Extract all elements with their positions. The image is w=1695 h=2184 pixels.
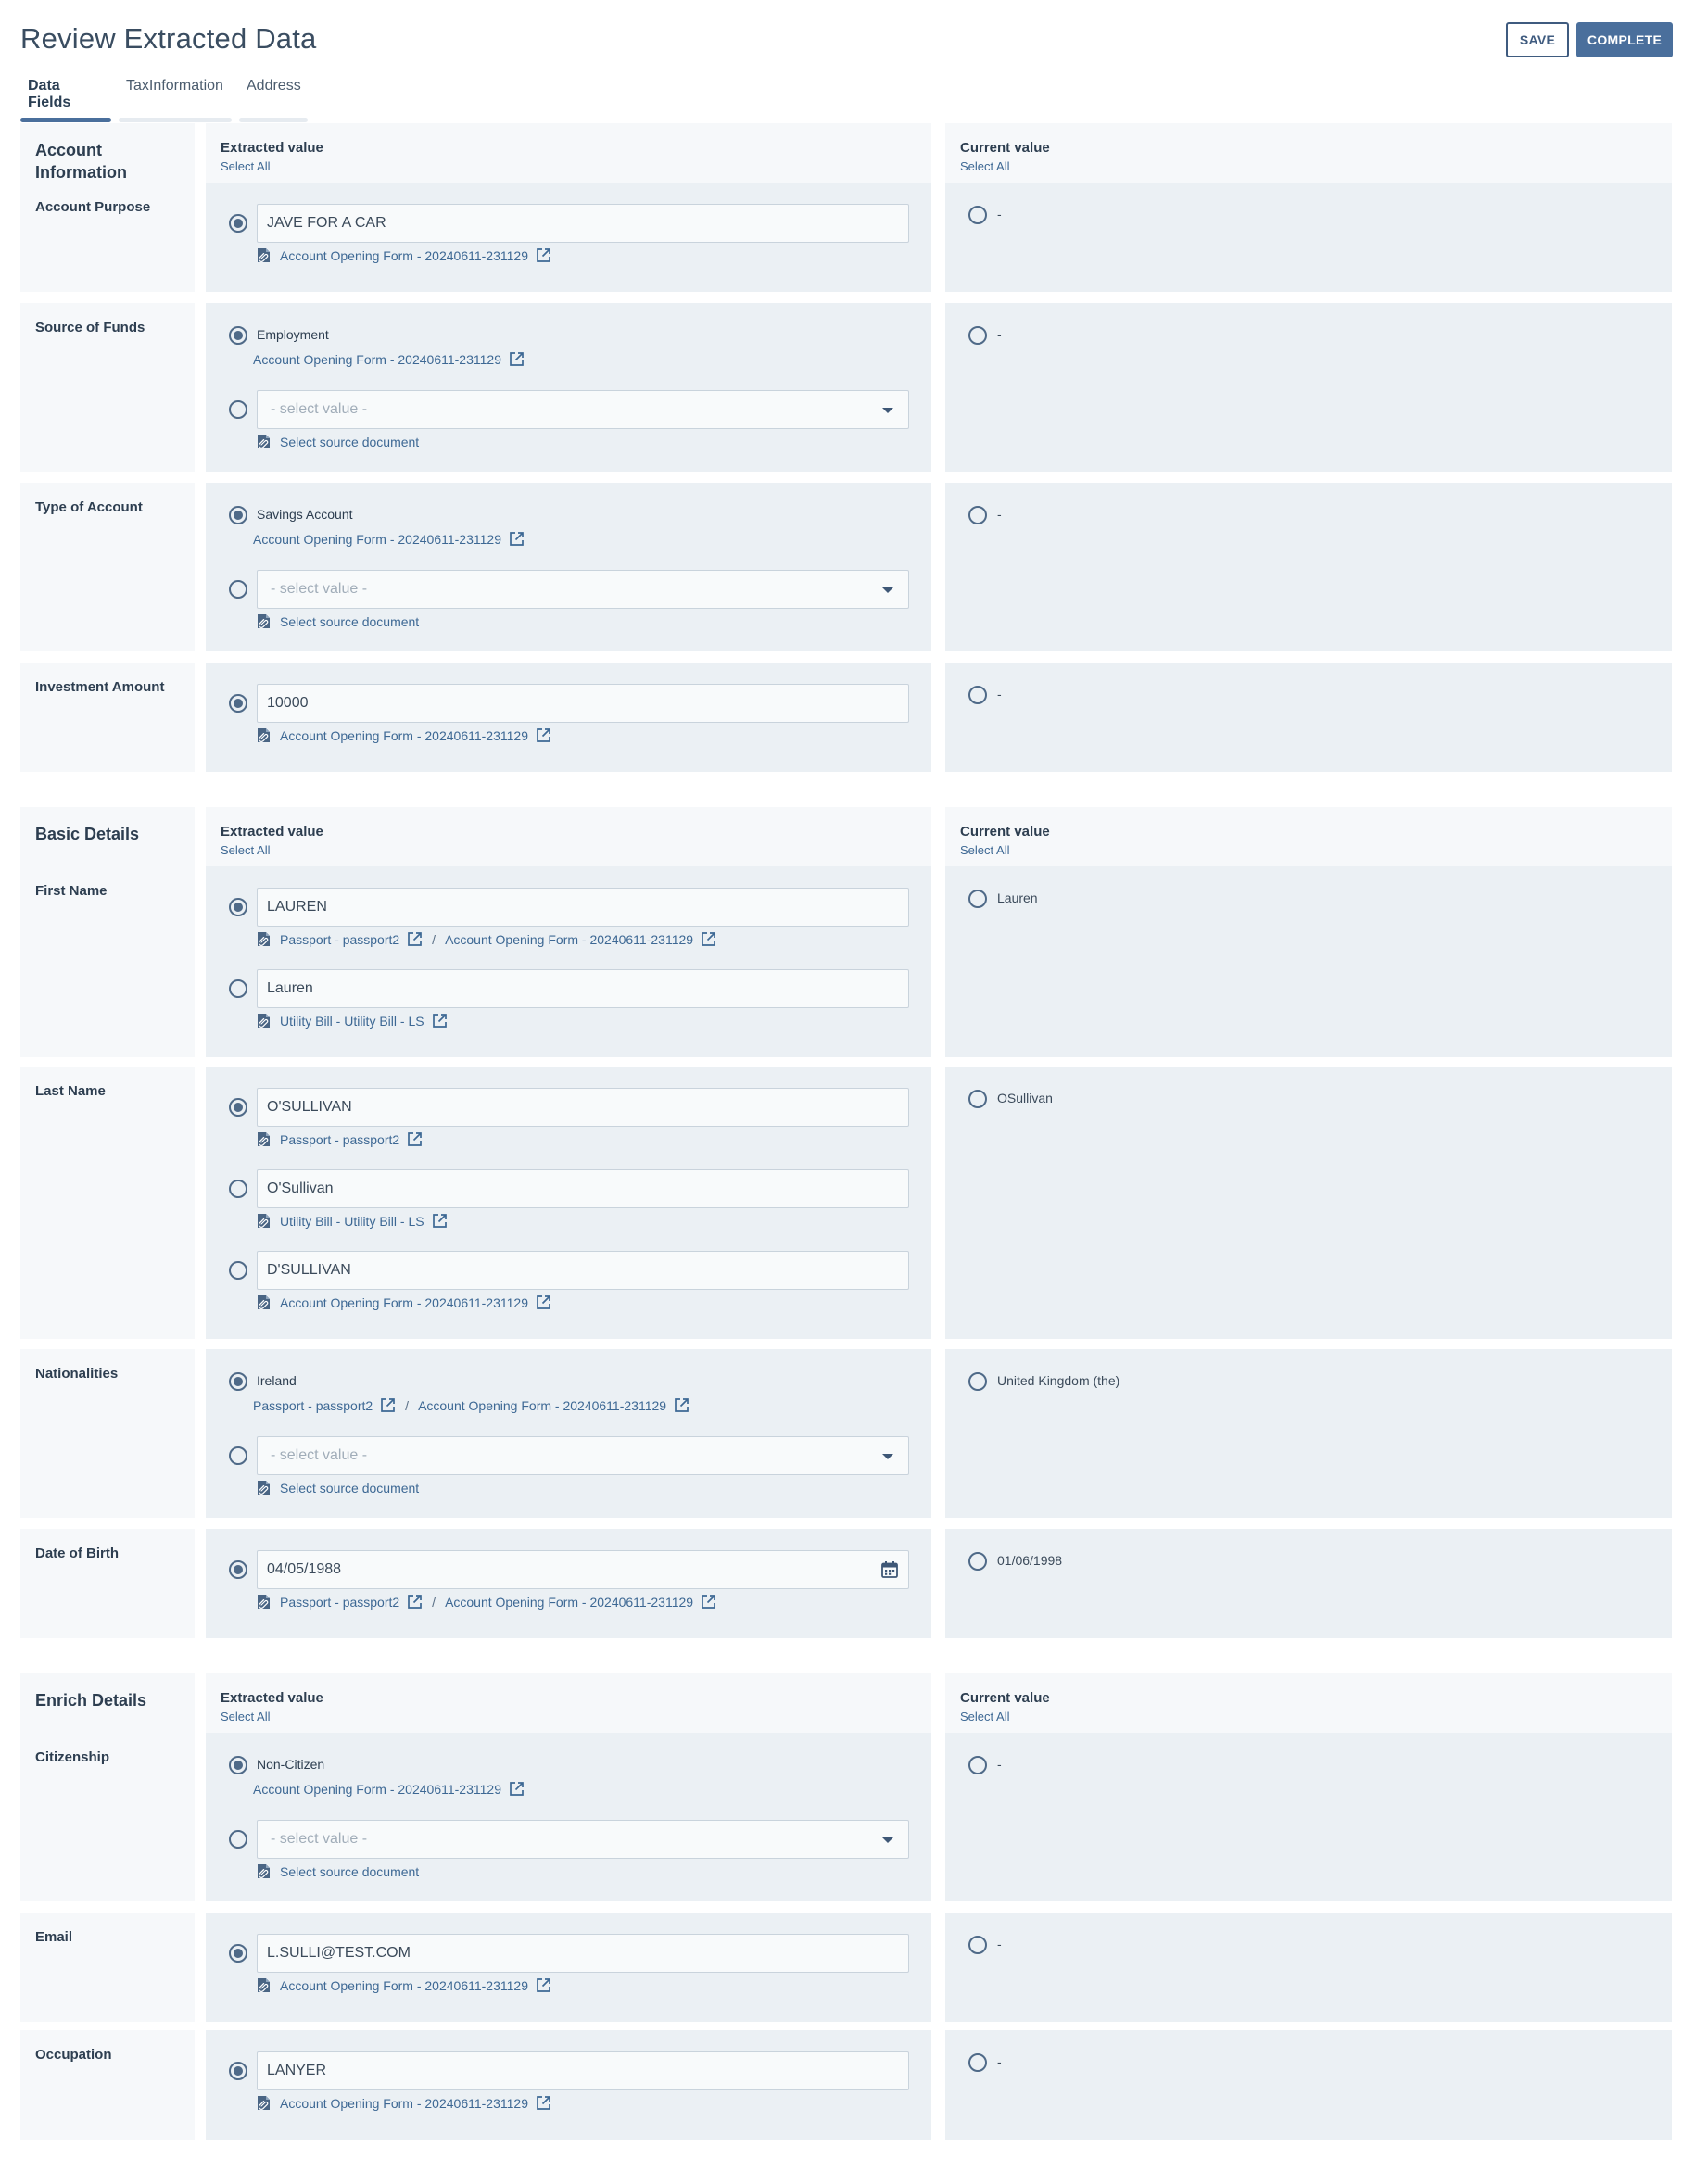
- document-icon: [257, 1131, 271, 1147]
- current-value: -: [997, 207, 1002, 221]
- extracted-radio[interactable]: [229, 1372, 247, 1391]
- current-column-header: [960, 1690, 1050, 1723]
- document-icon: [257, 1480, 271, 1496]
- external-link-icon[interactable]: [536, 1294, 551, 1310]
- source-document-link[interactable]: Passport - passport2: [280, 1131, 400, 1147]
- field-row-account-purpose: [20, 183, 1672, 292]
- field-row-nationalities: [20, 1349, 1672, 1518]
- external-link-icon[interactable]: [701, 1594, 716, 1610]
- source-document-link[interactable]: Passport - passport2: [280, 1594, 400, 1610]
- investment-amount-input[interactable]: 10000: [257, 684, 909, 723]
- current-value: -: [997, 507, 1002, 522]
- tab-label: Address: [247, 78, 301, 94]
- source-document-link[interactable]: Account Opening Form - 20240611-231129: [418, 1397, 667, 1413]
- column-title: Extracted value: [221, 1690, 323, 1706]
- extracted-radio[interactable]: [229, 1944, 247, 1963]
- alternate-radio[interactable]: [229, 1261, 247, 1280]
- external-link-icon[interactable]: [380, 1397, 396, 1413]
- select-all-extracted-link[interactable]: Select All: [221, 843, 271, 857]
- tab-tax-information[interactable]: [119, 78, 232, 122]
- extracted-radio[interactable]: [229, 1560, 247, 1579]
- alternate-radio[interactable]: [229, 1446, 247, 1465]
- external-link-icon[interactable]: [509, 531, 525, 547]
- field-row-date-of-birth: [20, 1529, 1672, 1638]
- current-value: United Kingdom (the): [997, 1373, 1120, 1388]
- extracted-radio[interactable]: [229, 694, 247, 713]
- select-all-extracted-link[interactable]: Select All: [221, 159, 271, 173]
- source-document: [257, 931, 716, 947]
- source-document-link[interactable]: Passport - passport2: [253, 1397, 373, 1413]
- source-document-link[interactable]: Account Opening Form - 20240611-231129: [445, 1594, 694, 1610]
- section-header: [20, 123, 1672, 183]
- external-link-icon[interactable]: [509, 351, 525, 367]
- source-document: [257, 1294, 551, 1310]
- last-name-alternate-input[interactable]: D'SULLIVAN: [257, 1251, 909, 1290]
- nationalities-select[interactable]: [257, 1436, 909, 1475]
- column-title: Current value: [960, 1690, 1050, 1706]
- source-document: [257, 1977, 551, 1993]
- source-document-link[interactable]: Utility Bill - Utility Bill - LS: [280, 1213, 424, 1229]
- field-row-citizenship: [20, 1733, 1672, 1901]
- email-input[interactable]: L.SULLI@TEST.COM: [257, 1934, 909, 1973]
- extracted-radio[interactable]: [229, 506, 247, 524]
- separator: /: [405, 1397, 410, 1413]
- alternate-radio[interactable]: [229, 1180, 247, 1198]
- source-document: [257, 727, 551, 743]
- current-value: OSullivan: [997, 1091, 1053, 1105]
- current-value: -: [997, 687, 1002, 701]
- current-radio[interactable]: [968, 506, 987, 524]
- source-document-link[interactable]: Passport - passport2: [280, 931, 400, 947]
- field-row-last-name: [20, 1067, 1672, 1339]
- extracted-radio[interactable]: [229, 1098, 247, 1117]
- source-document: [257, 1594, 716, 1610]
- first-name-alternate-input[interactable]: Lauren: [257, 969, 909, 1008]
- source-document-link[interactable]: Account Opening Form - 20240611-231129: [280, 727, 528, 743]
- field-label: Last Name: [35, 1083, 106, 1099]
- section-basic-details: [20, 807, 1672, 1610]
- field-label: Citizenship: [35, 1749, 110, 1765]
- source-document-link[interactable]: Account Opening Form - 20240611-231129: [280, 247, 528, 263]
- current-column-header: [960, 824, 1050, 857]
- alternate-radio[interactable]: [229, 580, 247, 599]
- section-title: Account Information: [35, 141, 127, 182]
- last-name-input[interactable]: O'SULLIVAN: [257, 1088, 909, 1127]
- column-title: Current value: [960, 824, 1050, 840]
- occupation-input[interactable]: LANYER: [257, 2051, 909, 2090]
- external-link-icon[interactable]: [536, 727, 551, 743]
- select-source-document: [257, 434, 419, 449]
- tab-bar: [20, 78, 308, 122]
- select-source-document: [257, 1480, 419, 1496]
- field-row-investment-amount: [20, 663, 1672, 772]
- source-document-link[interactable]: Account Opening Form - 20240611-231129: [445, 931, 694, 947]
- chevron-down-icon: [882, 1454, 893, 1459]
- extracted-radio[interactable]: [229, 214, 247, 233]
- page-title: Review Extracted Data: [20, 22, 317, 55]
- field-row-occupation: [20, 2030, 1672, 2140]
- chevron-down-icon: [882, 587, 893, 593]
- current-value: -: [997, 2054, 1002, 2069]
- field-row-type-of-account: [20, 483, 1672, 651]
- extracted-radio[interactable]: [229, 898, 247, 916]
- field-label: Nationalities: [35, 1366, 119, 1382]
- last-name-alternate-input[interactable]: O'Sullivan: [257, 1169, 909, 1208]
- field-label: Date of Birth: [35, 1546, 119, 1561]
- external-link-icon[interactable]: [536, 247, 551, 263]
- current-radio[interactable]: [968, 206, 987, 224]
- select-all-current-link[interactable]: Select All: [960, 843, 1010, 857]
- field-label: First Name: [35, 883, 108, 899]
- source-document: [257, 1013, 448, 1029]
- column-title: Extracted value: [221, 824, 323, 840]
- source-document-link[interactable]: Account Opening Form - 20240611-231129: [253, 531, 501, 547]
- alternate-radio[interactable]: [229, 400, 247, 419]
- source-document-link[interactable]: Account Opening Form - 20240611-231129: [253, 351, 501, 367]
- select-placeholder: - select value -: [271, 401, 368, 417]
- source-of-funds-select[interactable]: [257, 390, 909, 429]
- current-radio[interactable]: [968, 1936, 987, 1954]
- citizenship-select[interactable]: [257, 1820, 909, 1859]
- extracted-column-header: [221, 824, 323, 857]
- current-value: 01/06/1998: [997, 1553, 1063, 1568]
- alternate-radio[interactable]: [229, 979, 247, 998]
- extracted-value: Savings Account: [257, 507, 353, 522]
- external-link-icon[interactable]: [536, 2095, 551, 2111]
- extracted-column-header: [221, 1690, 323, 1723]
- source-document: [253, 1397, 689, 1413]
- field-label: Investment Amount: [35, 679, 165, 695]
- external-link-icon[interactable]: [407, 931, 423, 947]
- field-label: Account Purpose: [35, 199, 151, 215]
- document-icon: [257, 1294, 271, 1310]
- current-radio[interactable]: [968, 1372, 987, 1391]
- section-header: [20, 1673, 1672, 1733]
- source-document-link[interactable]: Account Opening Form - 20240611-231129: [280, 2095, 528, 2111]
- source-document-link[interactable]: Account Opening Form - 20240611-231129: [253, 1781, 501, 1797]
- account-purpose-input[interactable]: JAVE FOR A CAR: [257, 204, 909, 243]
- complete-button[interactable]: COMPLETE: [1576, 22, 1673, 57]
- tab-label: Data Fields: [28, 78, 71, 110]
- current-radio[interactable]: [968, 2053, 987, 2072]
- source-document-link[interactable]: Utility Bill - Utility Bill - LS: [280, 1013, 424, 1029]
- source-document: [257, 1131, 423, 1147]
- document-icon: [257, 247, 271, 263]
- separator: /: [432, 1594, 436, 1610]
- external-link-icon[interactable]: [432, 1213, 448, 1229]
- tab-address[interactable]: [239, 78, 308, 122]
- section-account-information: [20, 123, 1672, 743]
- field-label: Type of Account: [35, 499, 143, 515]
- select-placeholder: - select value -: [271, 1831, 368, 1847]
- chevron-down-icon: [882, 1837, 893, 1843]
- current-value: Lauren: [997, 890, 1038, 905]
- first-name-input[interactable]: LAUREN: [257, 888, 909, 927]
- current-radio[interactable]: [968, 1090, 987, 1108]
- document-icon: [257, 931, 271, 947]
- current-radio[interactable]: [968, 1552, 987, 1571]
- calendar-icon[interactable]: [880, 1560, 899, 1579]
- field-label: Occupation: [35, 2047, 112, 2063]
- field-row-first-name: [20, 866, 1672, 1057]
- source-document-link[interactable]: Account Opening Form - 20240611-231129: [280, 1977, 528, 1993]
- column-title: Extracted value: [221, 140, 323, 156]
- source-document: [253, 351, 525, 367]
- document-icon: [257, 1594, 271, 1610]
- select-source-document-link[interactable]: Select source document: [280, 434, 420, 449]
- document-icon: [257, 727, 271, 743]
- date-value: 04/05/1988: [267, 1561, 342, 1577]
- field-row-source-of-funds: [20, 303, 1672, 472]
- current-value: -: [997, 1757, 1002, 1772]
- document-icon: [257, 434, 271, 449]
- tab-label: TaxInformation: [126, 78, 223, 94]
- external-link-icon[interactable]: [701, 931, 716, 947]
- column-title: Current value: [960, 140, 1050, 156]
- section-header: [20, 807, 1672, 866]
- current-radio[interactable]: [968, 686, 987, 704]
- separator: /: [432, 931, 436, 947]
- source-document-link[interactable]: Account Opening Form - 20240611-231129: [280, 1294, 528, 1310]
- current-column-header: [960, 140, 1050, 173]
- extracted-value: Non-Citizen: [257, 1757, 325, 1772]
- extracted-value: Ireland: [257, 1373, 297, 1388]
- document-icon: [257, 1977, 271, 1993]
- field-label: Source of Funds: [35, 320, 145, 335]
- select-source-document-link[interactable]: Select source document: [280, 1863, 420, 1879]
- external-link-icon[interactable]: [509, 1781, 525, 1797]
- extracted-radio[interactable]: [229, 326, 247, 345]
- section-title: Basic Details: [35, 825, 140, 843]
- chevron-down-icon: [882, 408, 893, 413]
- select-placeholder: - select value -: [271, 1447, 368, 1463]
- document-icon: [257, 1863, 271, 1879]
- current-value: -: [997, 1937, 1002, 1951]
- document-icon: [257, 1213, 271, 1229]
- save-button[interactable]: SAVE: [1506, 22, 1569, 57]
- select-all-current-link[interactable]: Select All: [960, 1710, 1010, 1723]
- current-radio[interactable]: [968, 326, 987, 345]
- external-link-icon[interactable]: [536, 1977, 551, 1993]
- document-icon: [257, 613, 271, 629]
- external-link-icon[interactable]: [432, 1013, 448, 1029]
- extracted-column-header: [221, 140, 323, 173]
- current-radio[interactable]: [968, 1756, 987, 1774]
- section-enrich-details: [20, 1673, 1672, 2111]
- extracted-value: Employment: [257, 327, 329, 342]
- date-of-birth-input[interactable]: [257, 1550, 909, 1589]
- select-placeholder: - select value -: [271, 581, 368, 597]
- external-link-icon[interactable]: [674, 1397, 689, 1413]
- select-all-current-link[interactable]: Select All: [960, 159, 1010, 173]
- select-source-document: [257, 613, 419, 629]
- select-source-document-link[interactable]: Select source document: [280, 613, 420, 629]
- source-document: [253, 1781, 525, 1797]
- type-of-account-select[interactable]: [257, 570, 909, 609]
- current-radio[interactable]: [968, 890, 987, 908]
- extracted-radio[interactable]: [229, 2062, 247, 2080]
- document-icon: [257, 1013, 271, 1029]
- source-document: [257, 247, 551, 263]
- section-title: Enrich Details: [35, 1691, 147, 1710]
- current-value: -: [997, 327, 1002, 342]
- select-source-document-link[interactable]: Select source document: [280, 1480, 420, 1496]
- source-document: [257, 2095, 551, 2111]
- external-link-icon[interactable]: [407, 1131, 423, 1147]
- source-document: [257, 1213, 448, 1229]
- field-label: Email: [35, 1929, 73, 1945]
- field-row-email: [20, 1913, 1672, 2022]
- select-all-extracted-link[interactable]: Select All: [221, 1710, 271, 1723]
- source-document: [253, 531, 525, 547]
- extracted-radio[interactable]: [229, 1756, 247, 1774]
- select-source-document: [257, 1863, 419, 1879]
- alternate-radio[interactable]: [229, 1830, 247, 1849]
- document-icon: [257, 2095, 271, 2111]
- tab-data-fields[interactable]: [20, 78, 111, 122]
- external-link-icon[interactable]: [407, 1594, 423, 1610]
